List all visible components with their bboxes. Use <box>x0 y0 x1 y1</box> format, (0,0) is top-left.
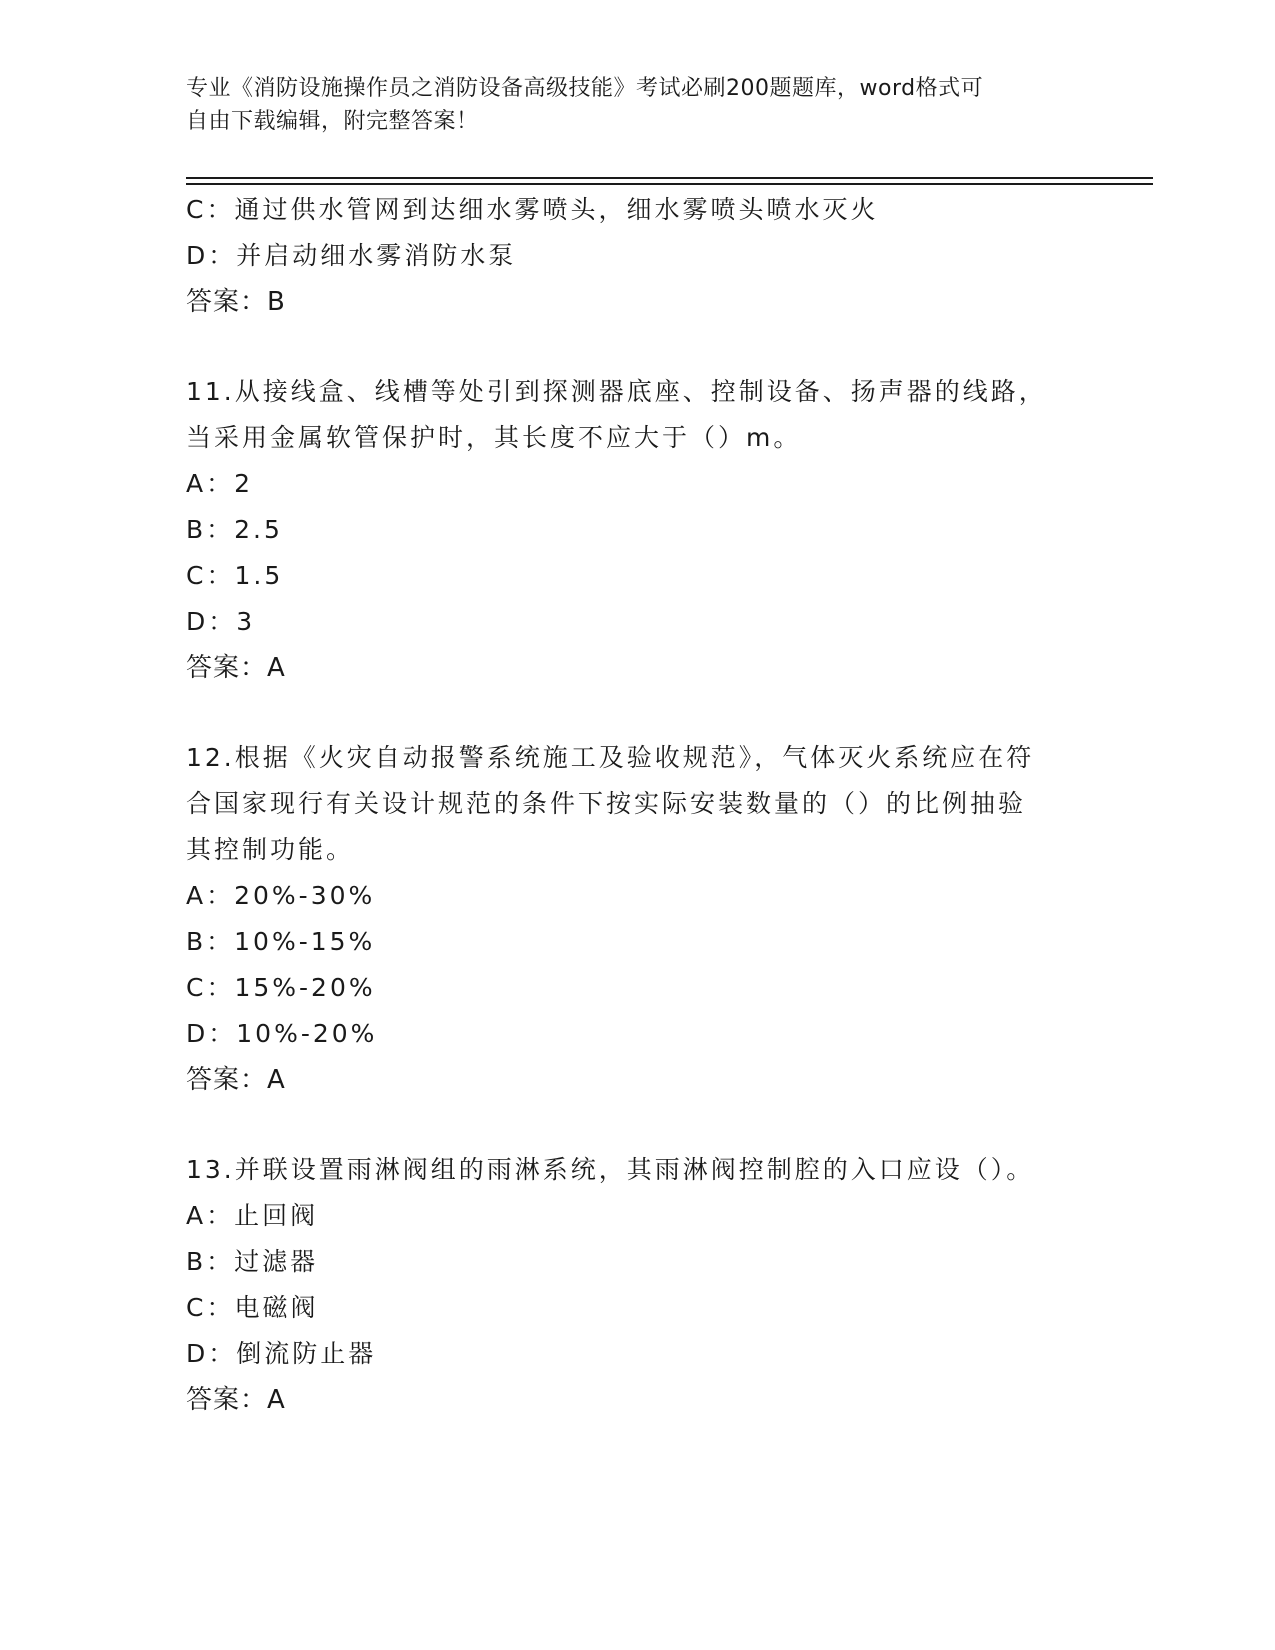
option-label: D： <box>186 1019 237 1048</box>
spacer <box>186 1103 1086 1147</box>
spacer <box>186 325 1086 369</box>
prev-question <box>186 187 1086 325</box>
option-text: 过滤器 <box>234 1247 319 1276</box>
option-a <box>186 461 1086 507</box>
option-b <box>186 919 1086 965</box>
document-header <box>186 72 1066 138</box>
header-line-1: 专业《消防设施操作员之消防设备高级技能》考试必刷200题题库，word格式可 <box>186 76 984 101</box>
option-c <box>186 553 1086 599</box>
option-text: 2 <box>234 469 254 498</box>
option-label: D： <box>186 607 237 636</box>
option-label: C： <box>186 973 235 1002</box>
option-text: 2.5 <box>234 515 283 544</box>
spacer <box>186 691 1086 735</box>
option-text: 10%-20% <box>236 1019 378 1048</box>
question-13 <box>186 1147 1086 1423</box>
option-label: C： <box>186 1293 235 1322</box>
option-d <box>186 1011 1086 1057</box>
option-d <box>186 1331 1086 1377</box>
question-text-line: 12.根据《火灾自动报警系统施工及验收规范》，气体灭火系统应在符 <box>186 743 1035 772</box>
option-label: B： <box>186 515 235 544</box>
option-label: D： <box>186 241 237 270</box>
option-label: B： <box>186 927 235 956</box>
answer-line: 答案：A <box>186 653 286 683</box>
answer-line: 答案：B <box>186 287 286 317</box>
option-text: 20%-30% <box>234 881 376 910</box>
question-text-line: 13.并联设置雨淋阀组的雨淋系统，其雨淋阀控制腔的入口应设（）。 <box>186 1155 1035 1184</box>
option-c <box>186 187 1086 233</box>
option-label: D： <box>186 1339 237 1368</box>
option-text: 电磁阀 <box>234 1293 319 1322</box>
option-text: 倒流防止器 <box>236 1339 377 1368</box>
question-text-line: 当采用金属软管保护时，其长度不应大于（）m。 <box>186 423 802 452</box>
option-d <box>186 233 1086 279</box>
option-c <box>186 965 1086 1011</box>
option-text: 通过供水管网到达细水雾喷头，细水雾喷头喷水灭火 <box>234 195 879 224</box>
option-text: 3 <box>236 607 256 636</box>
option-a <box>186 1193 1086 1239</box>
option-c <box>186 1285 1086 1331</box>
question-12 <box>186 735 1086 1103</box>
answer-line: 答案：A <box>186 1065 286 1095</box>
option-label: C： <box>186 195 235 224</box>
option-text: 15%-20% <box>234 973 376 1002</box>
question-text-line: 11.从接线盒、线槽等处引到探测器底座、控制设备、扬声器的线路， <box>186 377 1047 406</box>
header-line-2: 自由下载编辑，附完整答案！ <box>186 109 479 134</box>
option-b <box>186 507 1086 553</box>
option-text: 10%-15% <box>234 927 376 956</box>
header-rule-bottom <box>186 183 1153 185</box>
option-label: C： <box>186 561 235 590</box>
question-text-line: 合国家现行有关设计规范的条件下按实际安装数量的（）的比例抽验 <box>186 789 1027 818</box>
option-label: B： <box>186 1247 235 1276</box>
option-label: A： <box>186 1201 235 1230</box>
question-content <box>186 187 1086 1423</box>
option-d <box>186 599 1086 645</box>
option-text: 止回阀 <box>234 1201 319 1230</box>
option-text: 并启动细水雾消防水泵 <box>236 241 517 270</box>
option-b <box>186 1239 1086 1285</box>
answer-line: 答案：A <box>186 1385 286 1415</box>
option-text: 1.5 <box>234 561 284 590</box>
question-11 <box>186 369 1086 691</box>
option-a <box>186 873 1086 919</box>
option-label: A： <box>186 881 235 910</box>
question-text-line: 其控制功能。 <box>186 835 355 864</box>
option-label: A： <box>186 469 235 498</box>
header-rule-top <box>186 177 1153 179</box>
